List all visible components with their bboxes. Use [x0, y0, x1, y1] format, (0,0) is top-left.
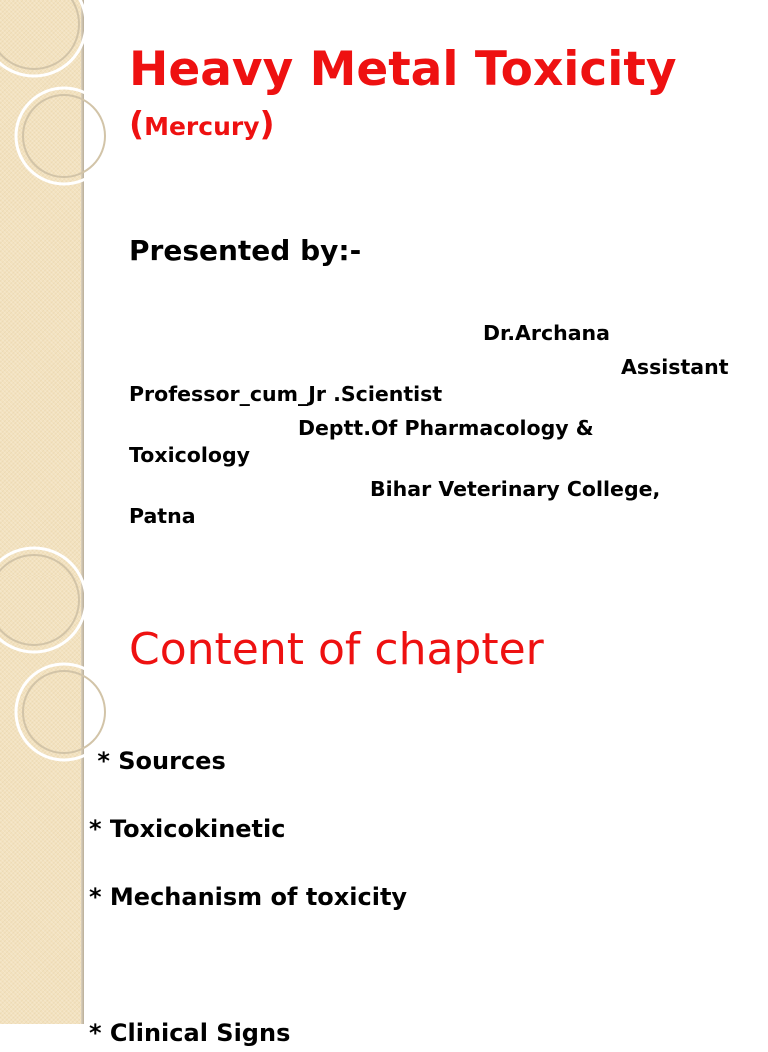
slide-title: Heavy Metal Toxicity [129, 42, 677, 97]
presenter-department [129, 415, 749, 469]
presented-by-heading: Presented by:- [129, 234, 362, 267]
presenter-role-line2: Professor_cum_Jr .Scientist [129, 382, 443, 406]
presenter-role [129, 354, 749, 408]
ring-decoration [0, 0, 120, 200]
ring-outer-small [16, 88, 112, 184]
presenter-college [129, 476, 749, 530]
subtitle-close-paren: ) [259, 104, 275, 143]
slide-2 [0, 576, 768, 1047]
presenter-college-line2: Patna [129, 504, 196, 528]
ring-shadow-large [0, 0, 79, 69]
presenter-role-line1: Assistant [621, 355, 729, 379]
presenter-credits [129, 320, 749, 530]
list-item: * Sources [89, 747, 226, 775]
ring-shadow-small [23, 671, 105, 753]
ring-shadow-small [23, 95, 105, 177]
list-item: * Toxicokinetic [89, 815, 286, 843]
slide-subtitle [129, 104, 275, 147]
list-item: * Mechanism of toxicity [89, 883, 408, 911]
list-item: * Clinical Signs [89, 1019, 291, 1047]
subtitle-open-paren: ( [129, 104, 145, 143]
presenter-college-line1: Bihar Veterinary College, [370, 477, 661, 501]
subtitle-text: Mercury [144, 112, 260, 141]
presenter-department-line2: Toxicology [129, 443, 250, 467]
presenter-department-line1: Deptt.Of Pharmacology & [298, 416, 594, 440]
content-list [89, 742, 407, 1052]
chapter-title: Content of chapter [129, 624, 544, 675]
presenter-name: Dr.Archana [483, 321, 610, 345]
